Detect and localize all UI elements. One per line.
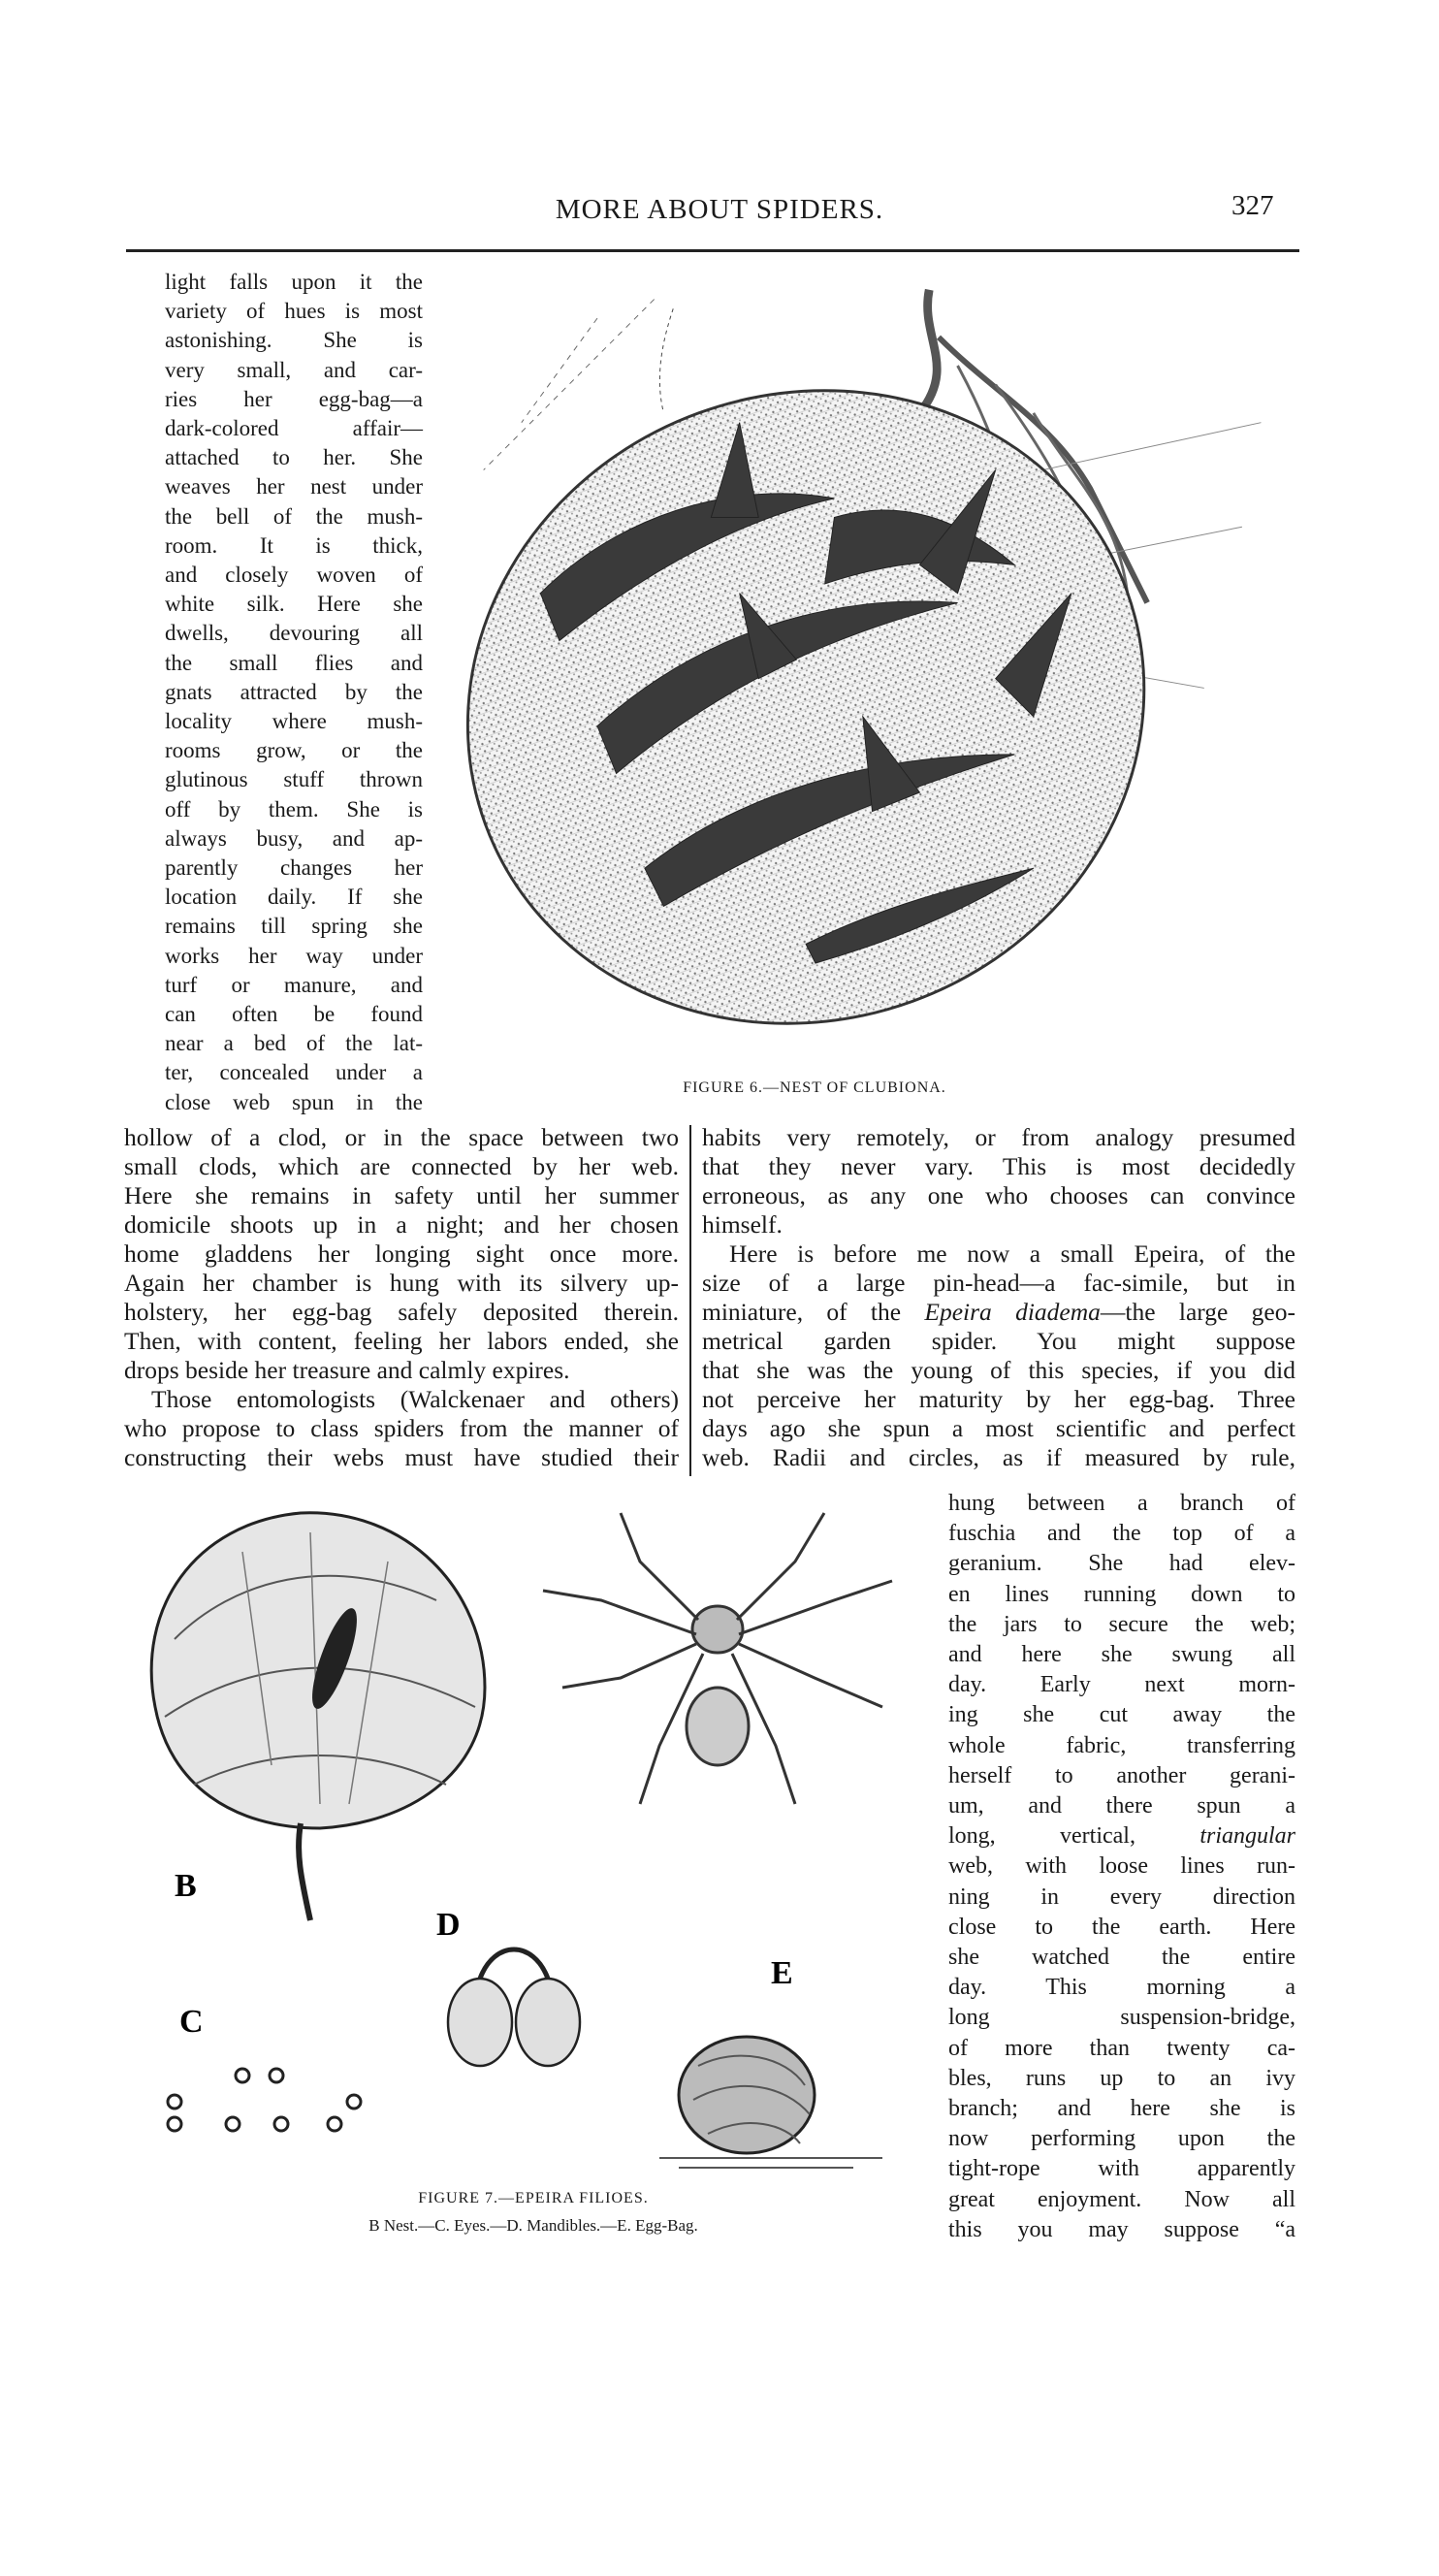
- figure-label-e: E: [771, 1955, 793, 1991]
- species-name-italic: Epeira diadema: [924, 1298, 1101, 1326]
- text-line: attached to her. She: [165, 445, 423, 470]
- text-line: she watched the entire: [948, 1945, 1295, 1971]
- text-line: domicile shoots up in a night; and her chosen: [124, 1210, 679, 1239]
- text-line: day. This morning a: [948, 1975, 1295, 2001]
- text-fragment: miniature, of the: [702, 1298, 925, 1326]
- figure-6-caption: FIGURE 6.—NEST OF CLUBIONA.: [683, 1079, 946, 1096]
- text-line: long suspension-bridge,: [948, 2005, 1295, 2031]
- text-line: that she was the young of this species, if you did: [702, 1356, 1295, 1384]
- figure-7-illustration: [116, 1494, 911, 2182]
- text-line: locality where mush-: [165, 709, 423, 734]
- narrow-text-column: [165, 268, 423, 1117]
- text-line: not perceive her maturity by her egg-bag. Three: [702, 1385, 1295, 1413]
- text-line: ter, concealed under a: [165, 1060, 423, 1085]
- figure-label-b: B: [175, 1868, 197, 1904]
- text-line-italic: [702, 1298, 1295, 1327]
- text-line: close to the earth. Here: [948, 1914, 1295, 1940]
- text-line: constructing their webs must have studied their: [124, 1443, 679, 1471]
- text-line: habits very remotely, or from analogy presumed: [702, 1123, 1295, 1151]
- text-line: day. Early next morn-: [948, 1672, 1295, 1698]
- text-line: home gladdens her longing sight once more.: [124, 1240, 679, 1268]
- text-line: off by them. She is: [165, 796, 423, 821]
- text-line: dwells, devouring all: [165, 621, 423, 646]
- text-line: drops beside her treasure and calmly expires.: [124, 1356, 570, 1384]
- text-line: the bell of the mush-: [165, 503, 423, 529]
- text-line: turf or manure, and: [165, 972, 423, 997]
- text-line: glutinous stuff thrown: [165, 767, 423, 792]
- text-line: the small flies and: [165, 650, 423, 675]
- text-line: tight-rope with apparently: [948, 2156, 1295, 2182]
- eyes-c-drawing: [168, 2069, 361, 2131]
- text-line: location daily. If she: [165, 885, 423, 910]
- text-line: web. Radii and circles, as if measured by rule,: [702, 1443, 1295, 1471]
- text-line: parently changes her: [165, 855, 423, 881]
- text-line: ing she cut away the: [948, 1702, 1295, 1728]
- text-line: always busy, and ap-: [165, 825, 423, 851]
- text-line: days ago she spun a most scientific and perfect: [702, 1414, 1295, 1442]
- text-line: Then, with content, feeling her labors ended, she: [124, 1327, 679, 1355]
- text-line: astonishing. She is: [165, 328, 423, 353]
- text-line: erroneous, as any one who chooses can convince: [702, 1181, 1295, 1209]
- text-line: close web spun in the: [165, 1089, 423, 1114]
- text-line: whole fabric, transferring: [948, 1732, 1295, 1758]
- text-line: gnats attracted by the: [165, 679, 423, 704]
- text-line: and closely woven of: [165, 563, 423, 588]
- running-title: MORE ABOUT SPIDERS.: [555, 194, 884, 225]
- figure-6-nest-illustration: [427, 272, 1280, 1057]
- text-line: Those entomologists (Walckenaer and others): [151, 1385, 679, 1413]
- text-line: hollow of a clod, or in the space between two: [124, 1123, 679, 1151]
- right-narrow-text-column: [948, 1489, 1295, 2245]
- text-line: Here is before me now a small Epeira, of the: [729, 1240, 1295, 1268]
- text-line: hung between a branch of: [948, 1491, 1295, 1516]
- mandibles-d-drawing: [448, 1949, 580, 2066]
- text-line: web, with loose lines run-: [948, 1853, 1295, 1880]
- text-line: who propose to class spiders from the manner of: [124, 1414, 679, 1442]
- figure-7-legend: B Nest.—C. Eyes.—D. Mandibles.—E. Egg-Bag.: [368, 2216, 698, 2235]
- text-line: Here she remains in safety until her summer: [124, 1181, 679, 1209]
- text-line: ning in every direction: [948, 1884, 1295, 1910]
- spider-drawing: [543, 1513, 892, 1804]
- text-fragment: long, vertical,: [948, 1823, 1200, 1850]
- nest-b-drawing: [151, 1513, 485, 1920]
- figure-label-d: D: [436, 1907, 461, 1943]
- text-line: room. It is thick,: [165, 532, 423, 558]
- text-line: branch; and here she is: [948, 2096, 1295, 2122]
- text-line: um, and there spun a: [948, 1793, 1295, 1819]
- text-line: works her way under: [165, 943, 423, 968]
- left-text-column: [124, 1123, 679, 1472]
- text-line: rooms grow, or the: [165, 738, 423, 763]
- column-divider: [689, 1125, 691, 1476]
- text-line: that they never vary. This is most decidedly: [702, 1152, 1295, 1180]
- text-line: dark-colored affair—: [165, 416, 423, 441]
- text-line: remains till spring she: [165, 914, 423, 939]
- text-line: metrical garden spider. You might suppose: [702, 1327, 1295, 1355]
- italic-word: triangular: [1199, 1823, 1295, 1850]
- text-line: of more than twenty ca-: [948, 2035, 1295, 2061]
- figure-7-caption: FIGURE 7.—EPEIRA FILIOES.: [418, 2190, 649, 2206]
- text-line: holstery, her egg-bag safely deposited therein.: [124, 1298, 679, 1326]
- text-line: variety of hues is most: [165, 299, 423, 324]
- header-rule: [126, 249, 1299, 252]
- text-line: bles, runs up to an ivy: [948, 2065, 1295, 2091]
- text-line: herself to another gerani-: [948, 1762, 1295, 1788]
- egg-bag-e-drawing: [659, 2037, 882, 2168]
- text-line: now performing upon the: [948, 2126, 1295, 2152]
- page-number: 327: [1231, 190, 1274, 221]
- text-line: and here she swung all: [948, 1642, 1295, 1668]
- text-line: very small, and car-: [165, 357, 423, 382]
- text-line: light falls upon it the: [165, 270, 423, 294]
- text-line: near a bed of the lat-: [165, 1031, 423, 1056]
- text-line: Again her chamber is hung with its silvery up-: [124, 1269, 679, 1297]
- text-line: the jars to secure the web;: [948, 1611, 1295, 1637]
- text-line: en lines running down to: [948, 1581, 1295, 1607]
- text-line: can often be found: [165, 1002, 423, 1027]
- text-line: great enjoyment. Now all: [948, 2186, 1295, 2212]
- text-line-italic: [948, 1821, 1295, 1852]
- text-line: white silk. Here she: [165, 592, 423, 617]
- text-line: this you may suppose “a: [948, 2216, 1295, 2242]
- right-text-column: [702, 1123, 1295, 1472]
- text-line: himself.: [702, 1210, 783, 1239]
- text-line: small clods, which are connected by her web.: [124, 1152, 679, 1180]
- text-line: size of a large pin-head—a fac-simile, but in: [702, 1269, 1295, 1297]
- text-fragment: —the large geo-: [1100, 1298, 1295, 1326]
- text-line: ries her egg-bag—a: [165, 386, 423, 411]
- figure-label-c: C: [179, 2004, 204, 2040]
- text-line: weaves her nest under: [165, 474, 423, 499]
- text-line: fuschia and the top of a: [948, 1521, 1295, 1547]
- text-line: geranium. She had elev-: [948, 1551, 1295, 1577]
